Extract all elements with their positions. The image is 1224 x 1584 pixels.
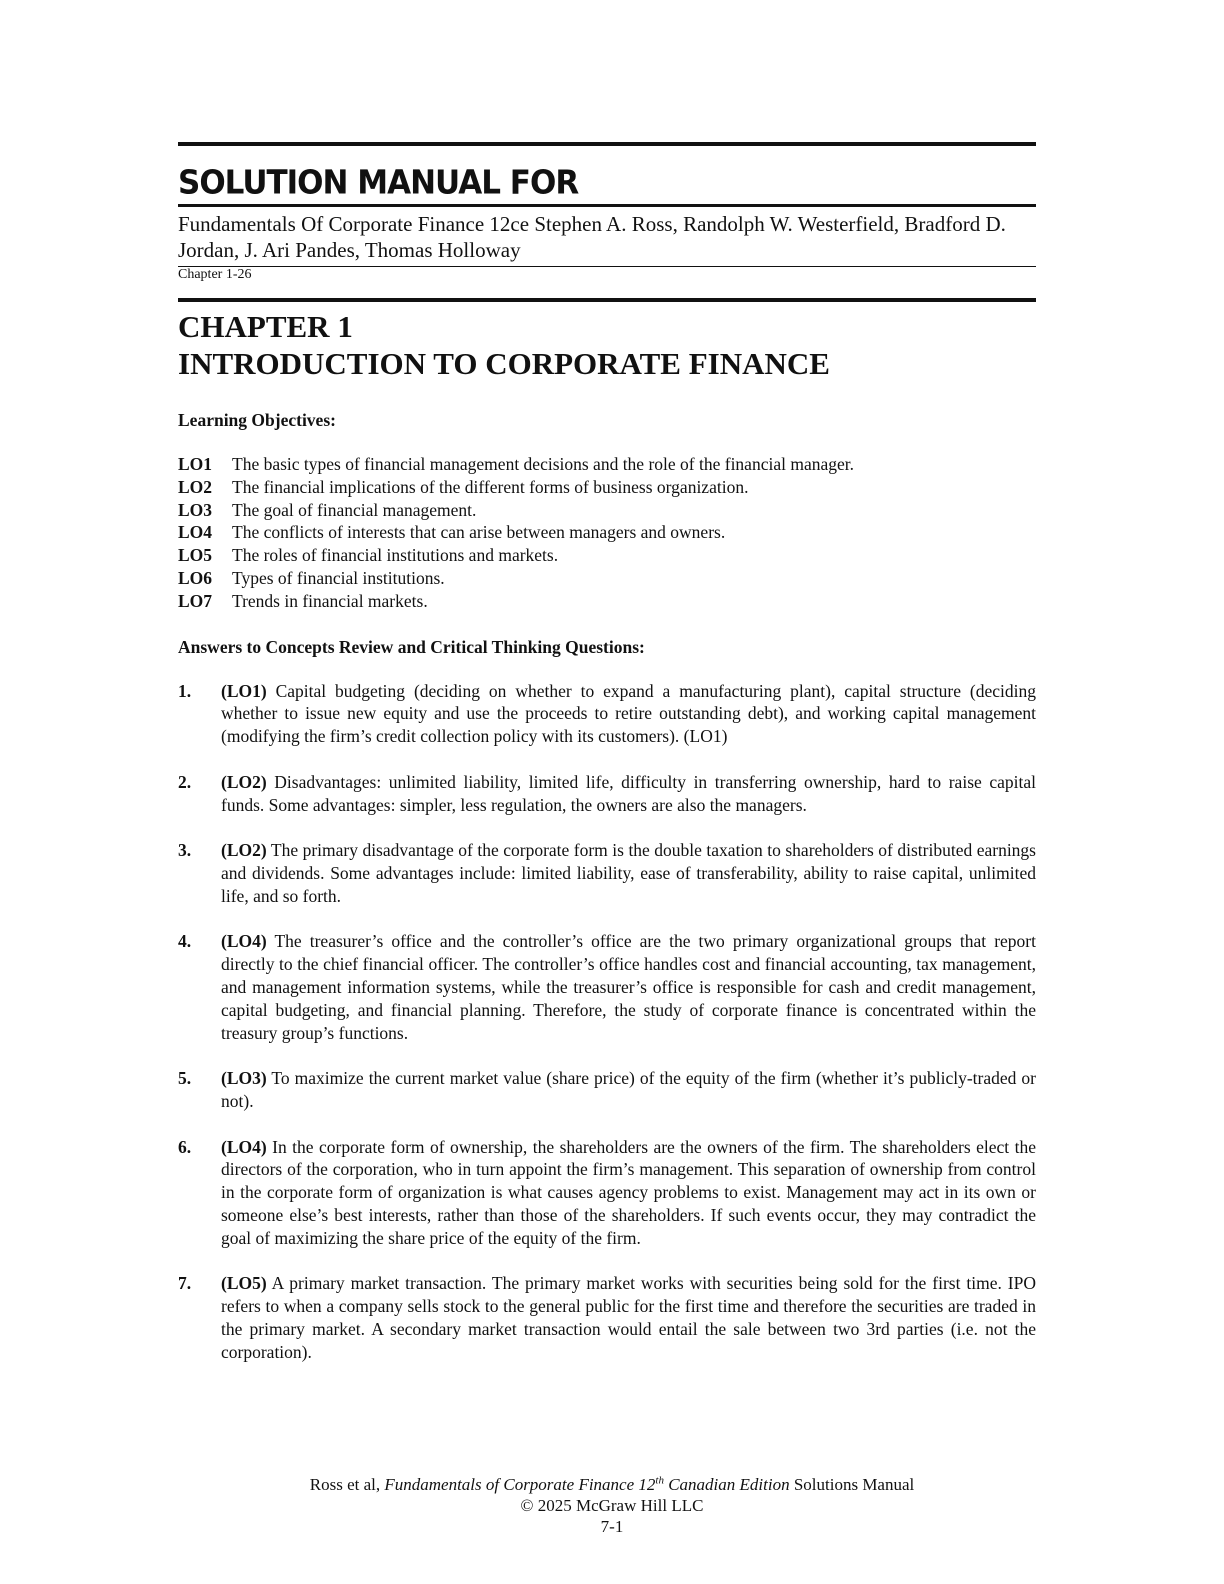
- answer-text: Capital budgeting (deciding on whether to expand a manufacturing plant), capital structure (deciding whether to issue new equity and use the proceeds to retire outstanding debt), and working capital management (modifying the firm’s credit collection policy with its customers). (LO1): [221, 680, 1036, 747]
- document-page: [178, 142, 1036, 1386]
- answer-number: 6.: [178, 1136, 192, 1157]
- answer-body: [221, 930, 1036, 1044]
- answer-lo-tag: (LO1): [221, 680, 267, 701]
- chapter-heading: [178, 308, 1036, 382]
- chapter-number: CHAPTER 1: [178, 309, 353, 344]
- answer-text: The treasurer’s office and the controller’s office are the two primary organizational groups that report directly to the chief financial officer. The controller’s office handles cost and financial accounting, tax management, and management information systems, while the treasurer’s office is responsible for cash and credit management, capital budgeting, and financial planning. Therefore, the study of corporate finance is concentrated within the treasury group’s functions.: [221, 931, 1036, 1043]
- list-item: [178, 453, 1036, 476]
- lo-code: LO4: [178, 522, 213, 543]
- lo-code: LO3: [178, 499, 213, 520]
- answer-number: 7.: [178, 1273, 192, 1294]
- answer-lo-tag: (LO2): [221, 840, 267, 861]
- answer-text: The primary disadvantage of the corporate form is the double taxation to shareholders of distributed earnings and dividends. Some advantages include: limited liability, ease of transferability, ability to raise capital, unlimited life, and so forth.: [221, 840, 1036, 906]
- list-item: [178, 499, 1036, 522]
- answers-label: Answers to Concepts Review and Critical Thinking Questions:: [178, 636, 645, 657]
- footer-copyright: © 2025 McGraw Hill LLC: [520, 1496, 704, 1515]
- answer-number: 2.: [178, 771, 192, 792]
- answer-number: 1.: [178, 680, 192, 701]
- banner-title: SOLUTION MANUAL FOR: [178, 164, 579, 202]
- answer-body: [221, 1136, 1036, 1250]
- list-item: [178, 590, 1036, 613]
- book-title: Fundamentals Of Corporate Finance 12ce Stephen A. Ross, Randolph W. Westerfield, Bradford D. Jordan, J. Ari Pandes, Thomas Holloway: [178, 212, 1006, 262]
- answers-list: [178, 680, 1036, 1364]
- list-item: [178, 567, 1036, 590]
- answer-text: A primary market transaction. The primary market works with securities being sold for the first time. IPO refers to when a company sells stock to the general public for the first time and therefore the securities are traded in the primary market. A secondary market transaction would entail the sale between two 3rd parties (i.e. not the corporation).: [221, 1273, 1036, 1362]
- chapters-range: Chapter 1-26: [178, 267, 252, 282]
- answer-lo-tag: (LO2): [221, 771, 267, 792]
- answer-lo-tag: (LO4): [221, 931, 267, 952]
- lo-text: The roles of financial institutions and markets.: [232, 545, 559, 566]
- answer-item: [178, 680, 1036, 748]
- page-footer: [0, 1474, 1224, 1537]
- answer-body: [221, 680, 1036, 748]
- answer-item: [178, 1067, 1036, 1113]
- chapter-rule: [178, 298, 1036, 302]
- learning-objectives-list: [178, 453, 1036, 613]
- answer-text: Disadvantages: unlimited liability, limited life, difficulty in transferring ownership, hard to raise capital funds. Some advantages: simpler, less regulation, the owners are also the managers.: [221, 771, 1036, 815]
- answer-item: [178, 1272, 1036, 1363]
- answer-item: [178, 771, 1036, 817]
- banner-rule: [178, 204, 1036, 207]
- lo-code: LO2: [178, 476, 213, 497]
- answer-item: [178, 839, 1036, 907]
- list-item: [178, 476, 1036, 499]
- answer-number: 3.: [178, 840, 192, 861]
- answer-text: In the corporate form of ownership, the shareholders are the owners of the firm. The shareholders elect the directors of the corporation, who in turn appoint the firm’s management. This separation of ownership from control in the corporate form of organization is what causes agency problems to exist. Management may act in its own or someone else’s best interests, rather than those of the shareholders. If such events occur, they may contradict the goal of maximizing the share price of the equity of the firm.: [221, 1136, 1036, 1248]
- lo-text: Trends in financial markets.: [232, 590, 428, 611]
- answer-number: 5.: [178, 1068, 192, 1089]
- lo-code: LO6: [178, 567, 213, 588]
- learning-objectives-label: Learning Objectives:: [178, 410, 336, 430]
- answer-body: [221, 1272, 1036, 1363]
- top-rule: [178, 142, 1036, 146]
- lo-text: The basic types of financial management decisions and the role of the financial manager.: [232, 454, 854, 474]
- footer-book-title: Fundamentals of Corporate Finance 12: [384, 1475, 656, 1494]
- book-title-rule: [178, 266, 1036, 267]
- lo-text: Types of financial institutions.: [232, 567, 445, 588]
- answer-number: 4.: [178, 931, 192, 952]
- answer-text: To maximize the current market value (share price) of the equity of the firm (whether it’s publicly-traded or not).: [221, 1068, 1036, 1111]
- answer-body: [221, 771, 1036, 817]
- lo-text: The conflicts of interests that can arise between managers and owners.: [232, 522, 726, 543]
- lo-text: The financial implications of the different forms of business organization.: [232, 476, 749, 497]
- answer-item: [178, 1136, 1036, 1250]
- chapter-title: INTRODUCTION TO CORPORATE FINANCE: [178, 346, 830, 381]
- footer-citation: [0, 1474, 1224, 1495]
- list-item: [178, 544, 1036, 567]
- page-number: 7-1: [600, 1517, 624, 1536]
- list-item: [178, 521, 1036, 544]
- lo-code: LO5: [178, 545, 213, 566]
- footer-suffix: Solutions Manual: [789, 1475, 915, 1494]
- lo-text: The goal of financial management.: [232, 499, 477, 520]
- footer-prefix: Ross et al,: [309, 1475, 385, 1494]
- answer-lo-tag: (LO4): [221, 1136, 267, 1157]
- lo-code: LO1: [178, 454, 213, 474]
- answer-body: [221, 839, 1036, 907]
- answer-lo-tag: (LO3): [221, 1068, 267, 1089]
- lo-code: LO7: [178, 590, 213, 611]
- answer-item: [178, 930, 1036, 1044]
- answer-lo-tag: (LO5): [221, 1273, 267, 1294]
- footer-superscript: th: [655, 1474, 664, 1487]
- footer-edition: Canadian Edition: [663, 1475, 790, 1494]
- answer-body: [221, 1067, 1036, 1113]
